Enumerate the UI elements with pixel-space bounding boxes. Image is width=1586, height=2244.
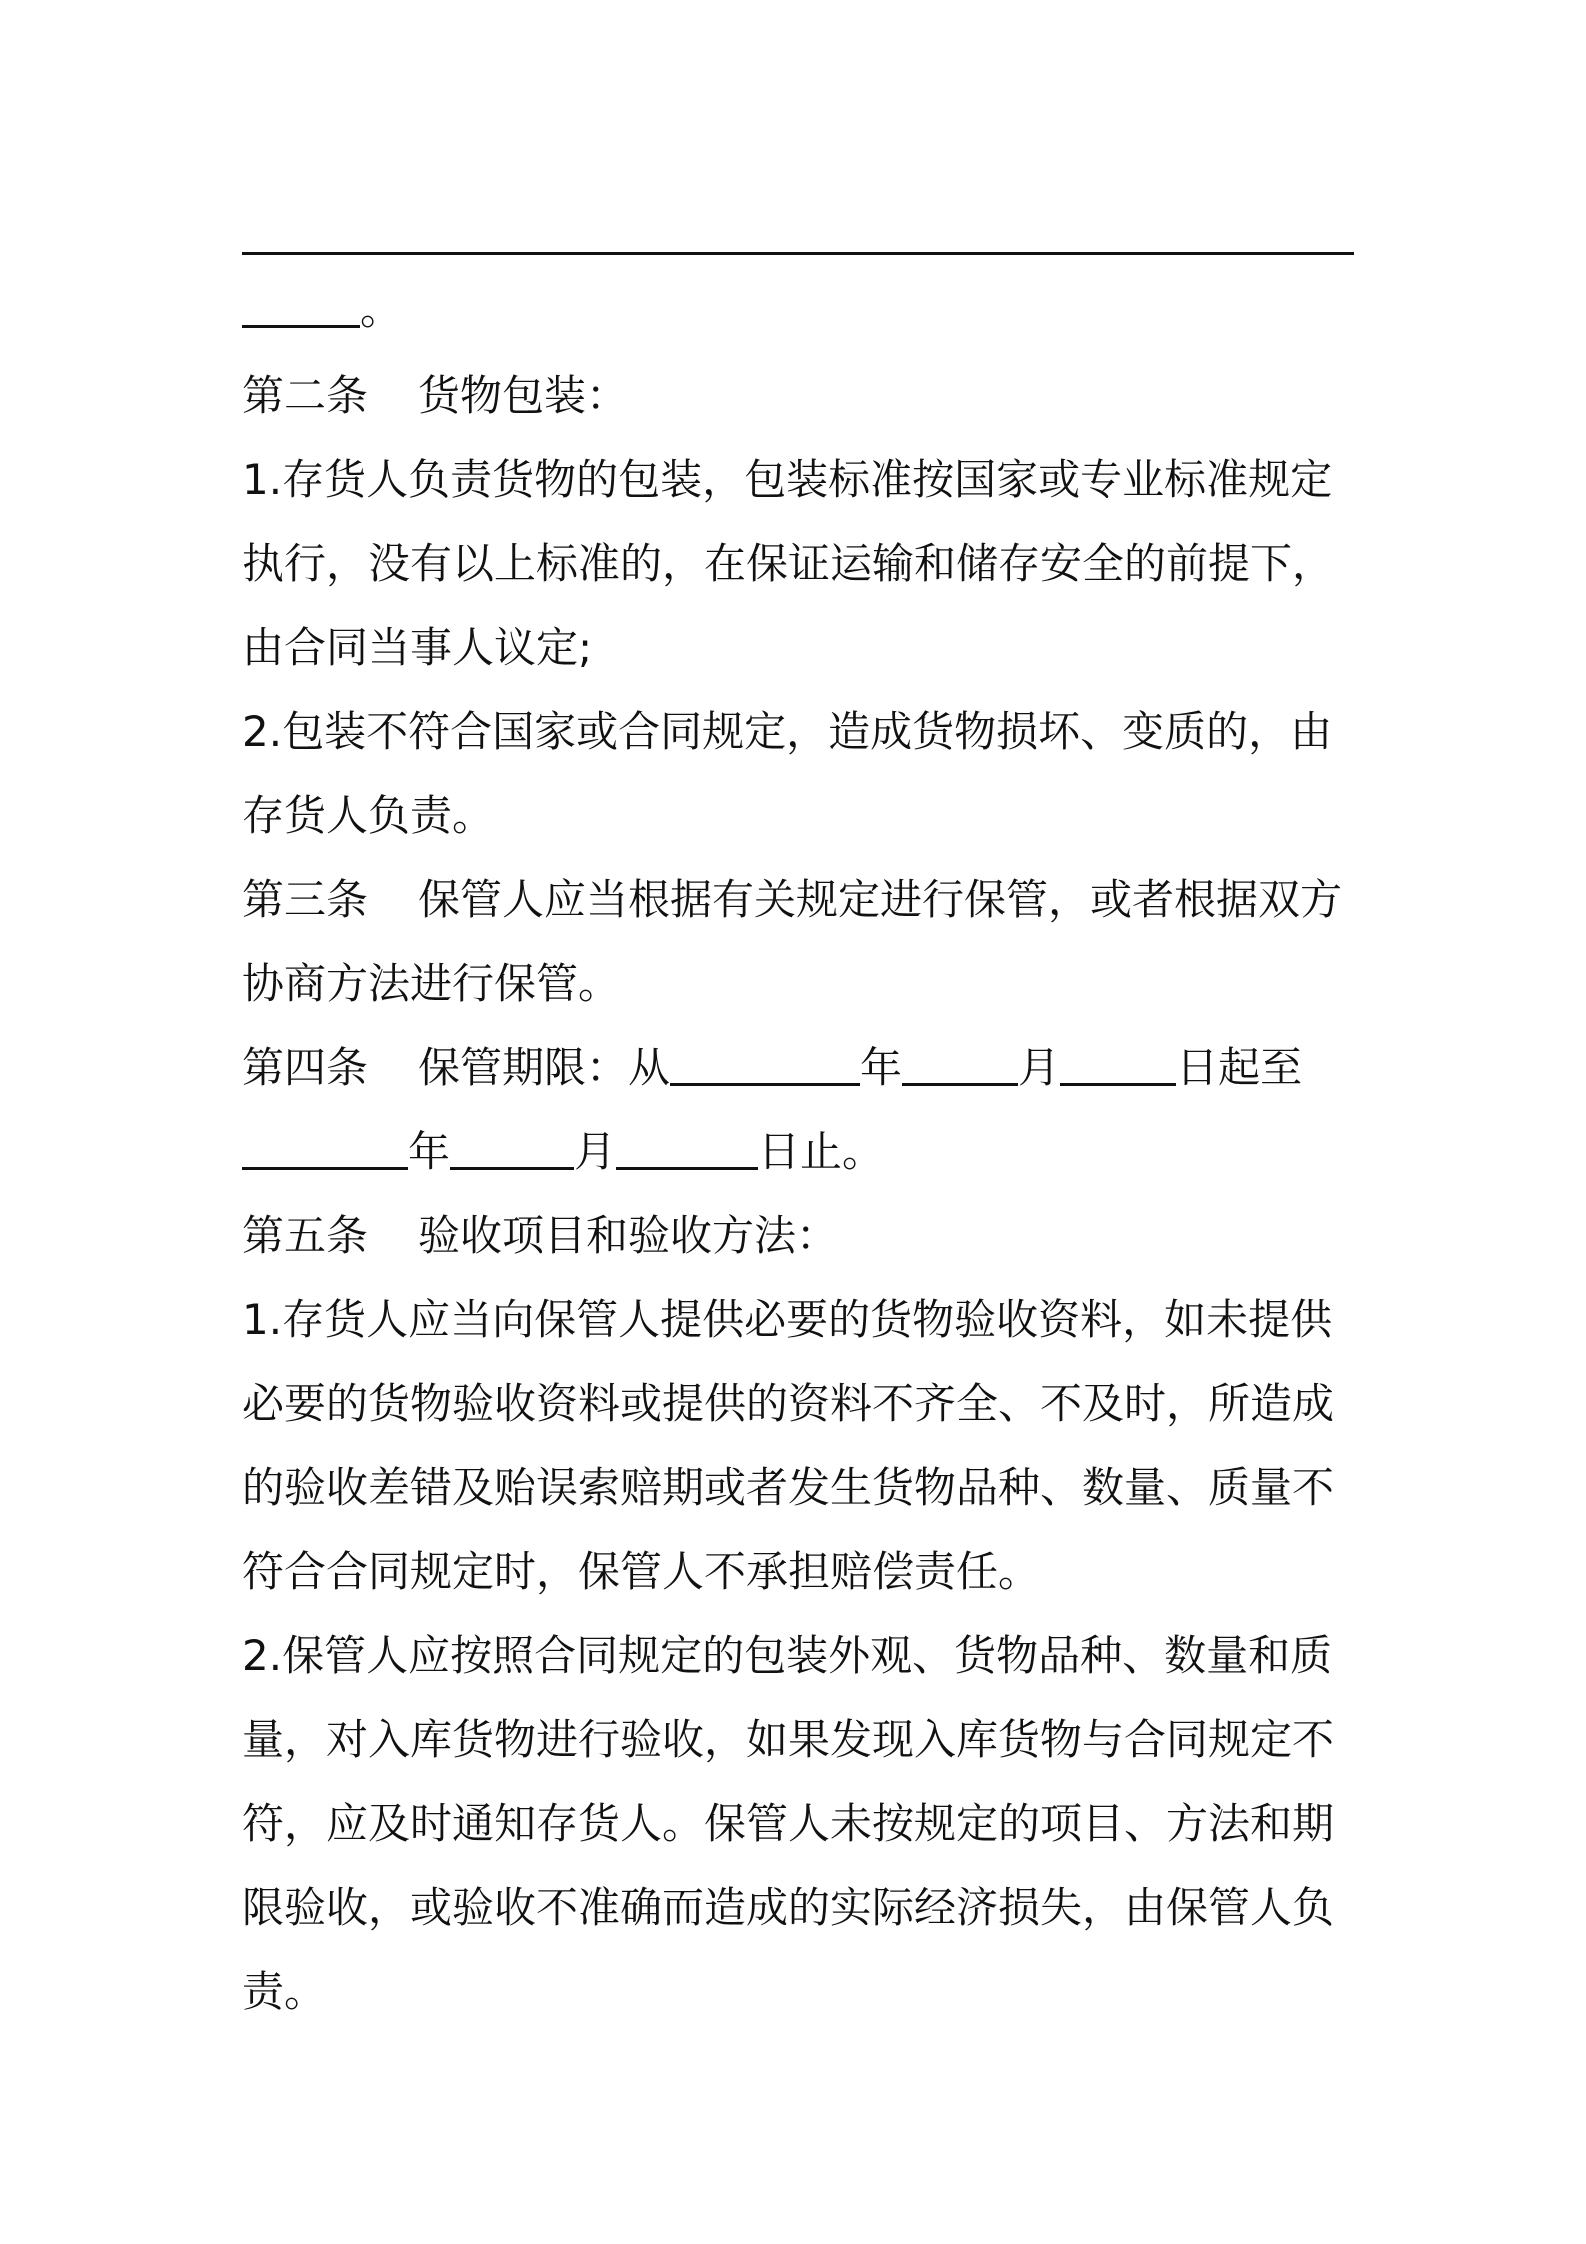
end-year-blank (242, 1127, 408, 1170)
paragraph-line: 2.包装不符合国家或合同规定，造成货物损坏、变质的，由 (242, 707, 1333, 756)
article-2-heading (242, 366, 1362, 426)
article-title: 验收项目和验收方法： (418, 1211, 839, 1260)
article-title: 货物包装： (418, 371, 629, 420)
fill-in-line (242, 252, 1354, 255)
paragraph-line: 执行，没有以上标准的，在保证运输和储存安全的前提下， (242, 539, 1335, 588)
article-3-heading: 第三条 保管人应当根据有关规定进行保管，或者根据双方 (242, 875, 1343, 924)
start-day-blank (1060, 1043, 1176, 1086)
storage-period-end-line: 年 月 日止。 (242, 1122, 1362, 1182)
start-month-blank (902, 1043, 1018, 1086)
paragraph-line: 存货人负责。 (242, 791, 495, 840)
paragraph-line: 1.存货人负责货物的包装，包装标准按国家或专业标准规定 (242, 455, 1333, 504)
article-4-heading: 第四条 保管期限：从 年 月 日起至 (242, 1043, 1303, 1092)
end-day-blank (616, 1127, 758, 1170)
article-number: 第二条 (242, 371, 369, 420)
paragraph-line: 量，对入库货物进行验收，如果发现入库货物与合同规定不 (242, 1715, 1335, 1764)
fill-in-line-end: 。 (242, 280, 1362, 340)
paragraph-line: 1.存货人应当向保管人提供必要的货物验收资料，如未提供 (242, 1295, 1333, 1344)
paragraph-line: 协商方法进行保管。 (242, 959, 621, 1008)
article-number: 第四条 (242, 1043, 369, 1092)
paragraph-line: 的验收差错及贻误索赔期或者发生货物品种、数量、质量不 (242, 1463, 1335, 1512)
article-number: 第五条 (242, 1211, 369, 1260)
paragraph-line: 2.保管人应按照合同规定的包装外观、货物品种、数量和质 (242, 1631, 1333, 1680)
paragraph-line: 限验收，或验收不准确而造成的实际经济损失，由保管人负 (242, 1883, 1335, 1932)
paragraph-line: 必要的货物验收资料或提供的资料不齐全、不及时，所造成 (242, 1379, 1335, 1428)
paragraph-line: 符，应及时通知存货人。保管人未按规定的项目、方法和期 (242, 1799, 1335, 1848)
paragraph-line: 符合合同规定时，保管人不承担赔偿责任。 (242, 1547, 1041, 1596)
article-5-heading (242, 1206, 1362, 1266)
blank-underline (242, 285, 360, 328)
paragraph-line: 责。 (242, 1967, 327, 2016)
end-month-blank (450, 1127, 574, 1170)
paragraph-line: 由合同当事人议定; (242, 623, 593, 672)
article-number: 第三条 (242, 875, 369, 924)
start-year-blank (670, 1043, 860, 1086)
